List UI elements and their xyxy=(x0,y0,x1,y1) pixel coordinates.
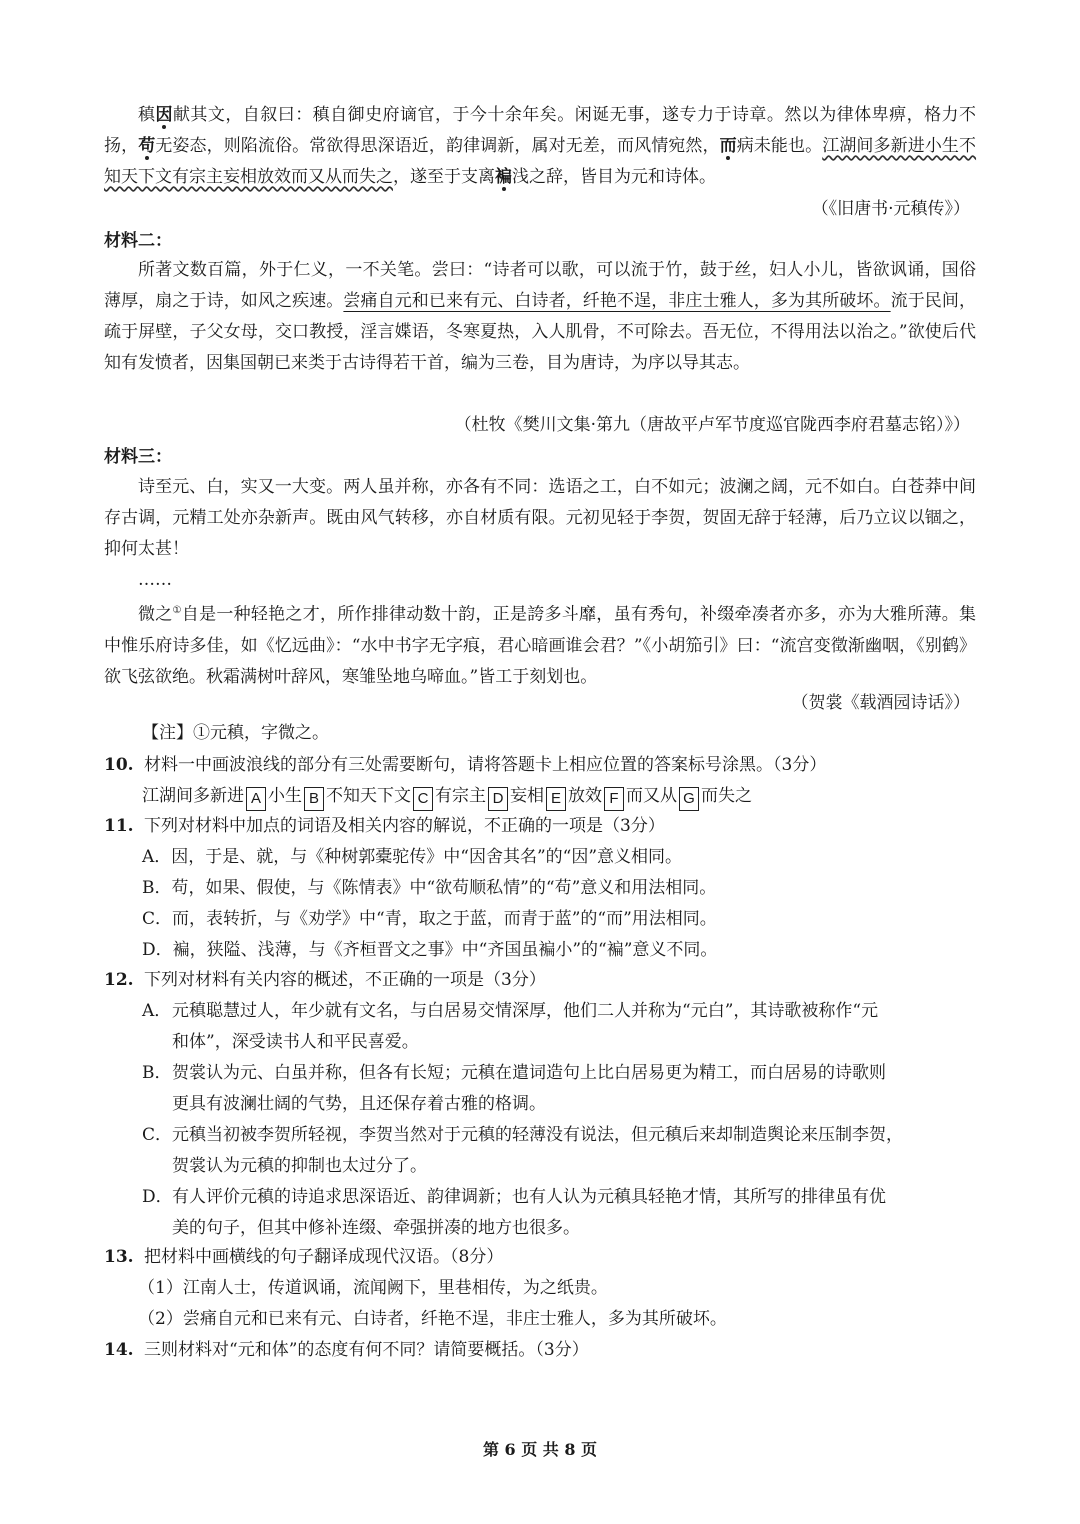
q11-option-d: D．褊，狭隘、浅薄，与《齐桓晋文之事》中“齐国虽褊小”的“褊”意义不同。 xyxy=(142,940,718,960)
q12-option-a: A．元稹聪慧过人，年少就有文名，与白居易交情深厚，他们二人并称为“元白”，其诗歌被称作“元 和体”，深受读书人和平民喜爱。 xyxy=(142,1001,879,1052)
q12-option-b: B．贺裳认为元、白虽并称，但各有长短；元稹在遣词造句上比白居易更为精工，而白居易的诗歌则 更具有波澜壮阔的气势，且还保存着古雅的格调。 xyxy=(142,1063,886,1114)
material1-source: （《旧唐书·元稹传》） xyxy=(811,199,970,219)
material1-paragraph: 稹因献其文，自叙曰：稹自御史府谪官，于今十余年矣。闲诞无事，遂专力于诗章。然以为律体卑痹，格力不扬，苟无姿态，则陷流俗。常欲得思深语近，韵律调新，属对无差，而风情宛然，而病未能也。江湖间多新进小生不知天下文有宗主妄相放效而又从而失之，遂至于支离褊浅之辞，皆目为元和诗体。 xyxy=(104,105,977,187)
q13-sentence-2: （2）尝痛自元和已来有元、白诗者，纤艳不逞，非庄士雅人，多为其所破坏。 xyxy=(138,1309,727,1329)
material2-source: （杜牧《樊川文集·第九（唐故平卢军节度巡官陇西李府君墓志铭）》） xyxy=(454,415,970,435)
material3-heading: 材料三： xyxy=(104,447,172,467)
page-number: 第 6 页 共 8 页 xyxy=(482,1440,598,1459)
wavy-underlined-sentence: 江湖间多新进小生不知天下文有宗主妄相放效而又从而失之 xyxy=(104,136,977,187)
answer-box-b[interactable]: B xyxy=(304,787,324,811)
q11-option-c: C．而，表转折，与《劝学》中“青，取之于蓝，而青于蓝”的“而”用法相同。 xyxy=(142,909,717,929)
answer-box-e[interactable]: E xyxy=(546,787,566,811)
q11-option-a: A．因，于是、就，与《种树郭橐驼传》中“因舍其名”的“因”意义相同。 xyxy=(142,847,683,867)
q12-option-d: D．有人评价元稹的诗追求思深语近、韵律调新；也有人认为元稹具轻艳才情，其所写的排律虽有优 美的句子，但其中修补连缀、牵强拼凑的地方也很多。 xyxy=(142,1187,886,1238)
answer-box-f[interactable]: F xyxy=(604,787,624,811)
answer-box-a[interactable]: A xyxy=(246,787,266,811)
question-14: 14. 三则材料对“元和体”的态度有何不同？请简要概括。（3分） xyxy=(104,1340,589,1360)
footnote-mark: ① xyxy=(172,605,182,616)
answer-box-g[interactable]: G xyxy=(679,787,699,811)
footnote: 【注】①元稹，字微之。 xyxy=(142,723,329,743)
q11-option-b: B．苟，如果、假使，与《陈情表》中“欲苟顺私情”的“苟”意义和用法相同。 xyxy=(142,878,717,898)
answer-box-d[interactable]: D xyxy=(488,787,508,811)
q13-sentence-1: （1）江南人士，传道讽诵，流闻阙下，里巷相传，为之纸贵。 xyxy=(138,1278,608,1298)
question-10: 10. 材料一中画波浪线的部分有三处需要断句，请将答题卡上相应位置的答案标号涂黑。（3分） xyxy=(104,755,827,775)
material3-ellipsis: …… xyxy=(138,570,172,590)
underlined-sentence: 尝痛自元和已来有元、白诗者，纤艳不逞，非庄士雅人，多为其所破坏。 xyxy=(343,291,891,311)
material3-paragraph2: 微之①自是一种轻艳之才，所作排律动数十韵，正是誇多斗靡，虽有秀句，补缀牵凑者亦多，亦为大雅所薄。集中惟乐府诗多佳，如《忆远曲》：“水中书字无字痕，君心暗画谁会君？”《小胡笳引》曰：“流宫变徵渐幽咽，《别鹤》欲飞弦欲绝。秋霜满树叶辞风，寒雏坠地乌啼血。”皆工于刻划也。 xyxy=(104,604,977,687)
answer-box-c[interactable]: C xyxy=(413,787,433,811)
dotted-char-yin: 因 xyxy=(155,105,173,125)
dotted-char-gou: 苟 xyxy=(138,136,156,156)
q12-option-c: C．元稹当初被李贺所轻视，李贺当然对于元稹的轻薄没有说法，但元稹后来却制造舆论来压制李贺， 贺裳认为元稹的抑制也太过分了。 xyxy=(142,1125,903,1176)
material3-source: （贺裳《载酒园诗话》） xyxy=(791,693,970,713)
material3-paragraph1: 诗至元、白，实又一大变。两人虽并称，亦各有不同：选语之工，白不如元；波澜之阔，元不如白。白苍莽中间存古调，元精工处亦杂新声。既由风气转移，亦自材质有限。元初见轻于李贺，贺固无辞于轻薄，后乃立议以锢之，抑何太甚！ xyxy=(104,477,976,559)
question-10-segments: 江湖间多新进 A 小生 B 不知天下文 C 有宗主 D 妄相 E 放效 F 而又从 G 而失之 xyxy=(142,781,976,812)
material2-heading: 材料二： xyxy=(104,231,172,251)
dotted-char-bian: 褊 xyxy=(495,167,512,187)
material2-paragraph: 所著文数百篇，外于仁义，一不关笔。尝曰：“诗者可以歌，可以流于竹，鼓于丝，妇人小儿，皆欲讽诵，国俗薄厚，扇之于诗，如风之疾速。尝痛自元和已来有元、白诗者，纤艳不逞，非庄士雅人，多为其所破坏。流于民间，疏于屏壁，子父女母，交口教授，淫言媟语，冬寒夏热，入人肌骨，不可除去。吾无位，不得用法以治之。”欲使后代知有发愤者，因集国朝已来类于古诗得若干首，编为三卷，目为唐诗，为序以导其志。 xyxy=(104,260,977,373)
dotted-char-er: 而 xyxy=(719,136,737,156)
question-13: 13. 把材料中画横线的句子翻译成现代汉语。（8分） xyxy=(104,1247,504,1267)
question-12: 12. 下列对材料有关内容的概述，不正确的一项是（3分） xyxy=(104,970,546,990)
question-11: 11. 下列对材料中加点的词语及相关内容的解说，不正确的一项是（3分） xyxy=(104,816,665,836)
